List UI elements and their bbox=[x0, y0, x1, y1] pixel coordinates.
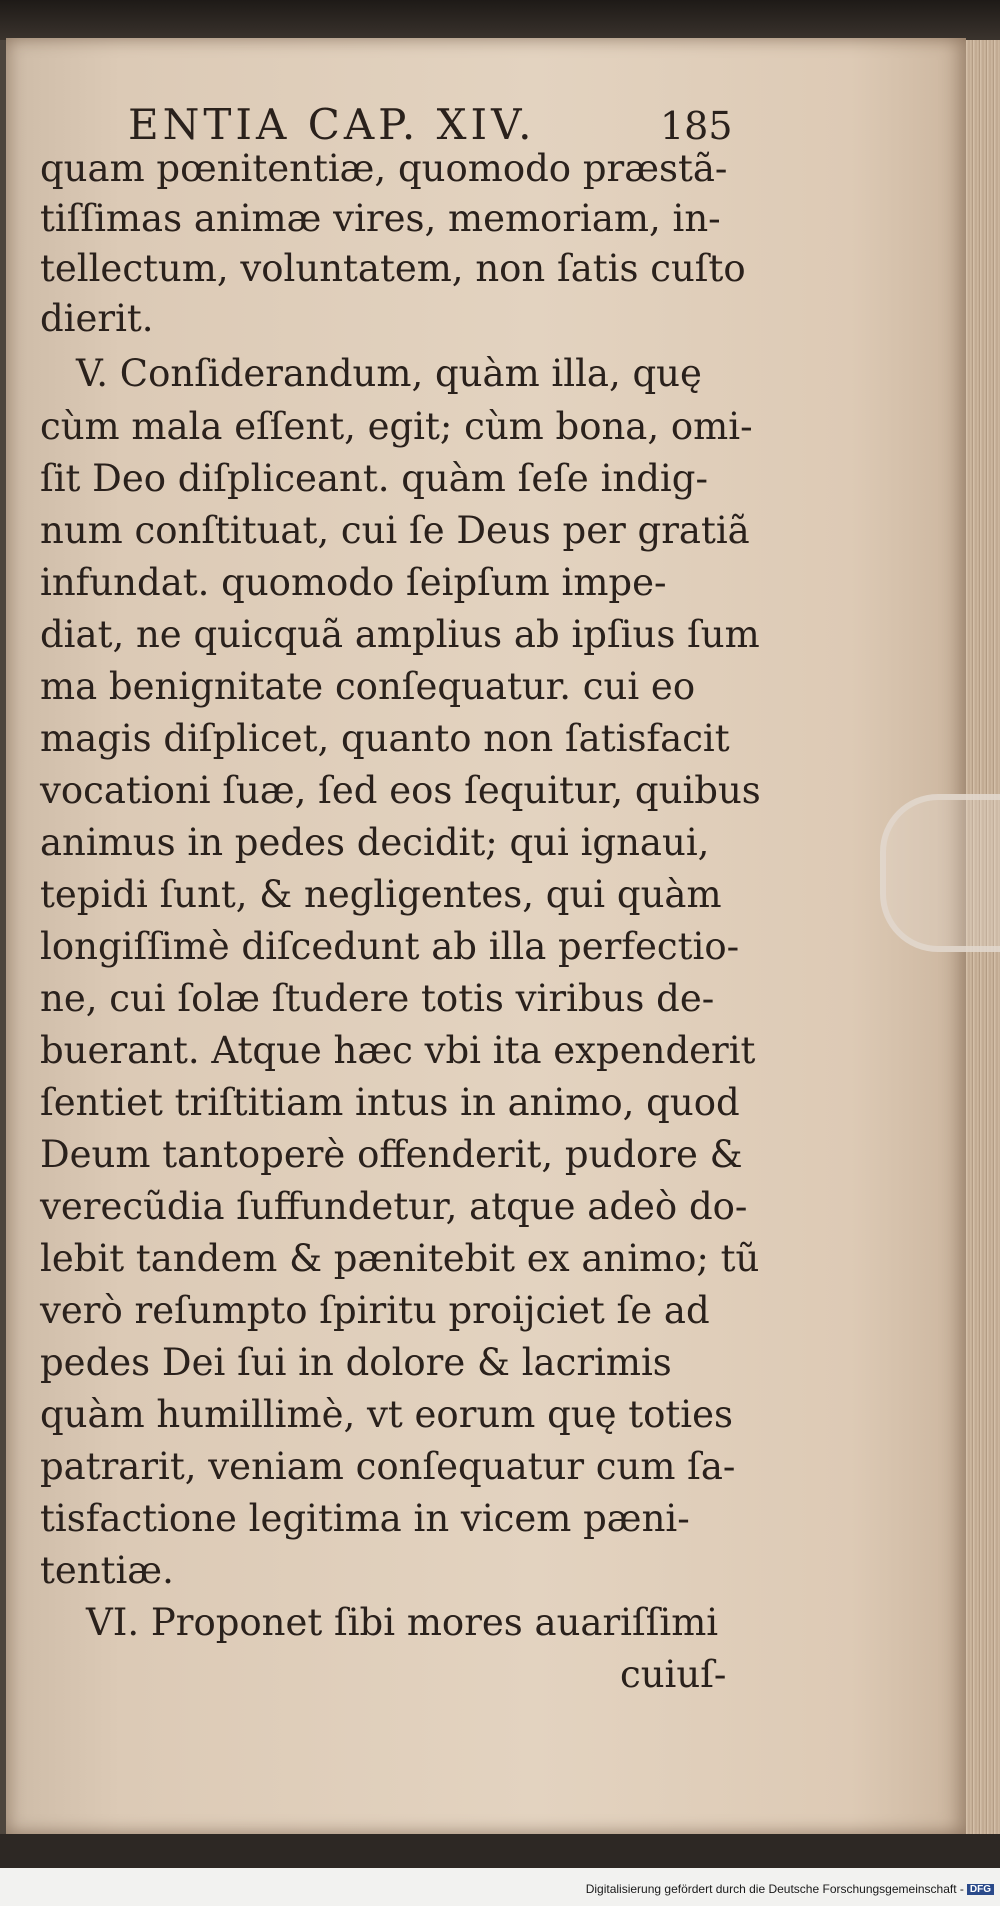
page-number: 185 bbox=[660, 104, 733, 148]
text-line: verecũdia ſuffundetur, atque adeò do- bbox=[40, 1185, 748, 1228]
text-line: magis diſplicet, quanto non ſatisfacit bbox=[40, 717, 730, 760]
text-line: diat, ne quicquã amplius ab ipſius ſum bbox=[40, 613, 760, 656]
text-line: tiſſimas animæ vires, memoriam, in- bbox=[40, 197, 721, 240]
text-line: lebit tandem & pænitebit ex animo; tũ bbox=[40, 1237, 760, 1280]
text-line: vocationi ſuæ, ſed eos ſequitur, quibus bbox=[40, 769, 761, 812]
text-line: patrarit, veniam conſequatur cum ſa- bbox=[40, 1445, 736, 1488]
digitization-credit bbox=[586, 1882, 994, 1896]
credit-text: Digitalisierung gefördert durch die Deutsche Forschungsgemeinschaft - bbox=[585, 1882, 964, 1896]
text-line: tisfactione legitima in vicem pæni- bbox=[40, 1497, 690, 1540]
text-line: tellectum, voluntatem, non ſatis cuſto bbox=[40, 247, 746, 290]
text-line: ſit Deo diſpliceant. quàm ſeſe indig- bbox=[40, 457, 708, 500]
text-line: animus in pedes decidit; qui ignaui, bbox=[40, 821, 710, 864]
text-line: num conſtituat, cui ſe Deus per gratiã bbox=[40, 509, 750, 552]
page-clip bbox=[880, 794, 1000, 952]
text-line: tepidi ſunt, & negligentes, qui quàm bbox=[40, 873, 722, 916]
text-line: dierit. bbox=[40, 297, 154, 340]
text-line: V. Conſiderandum, quàm illa, quę bbox=[76, 352, 702, 395]
text-line: Deum tantoperè offenderit, pudore & bbox=[40, 1133, 743, 1176]
text-line: tentiæ. bbox=[40, 1549, 174, 1592]
catchword: cuiuſ- bbox=[620, 1653, 727, 1696]
text-line: quàm humillimè, vt eorum quę toties bbox=[40, 1393, 733, 1436]
text-line: VI. Proponet ſibi mores auariſſimi bbox=[86, 1601, 719, 1644]
text-line: quam pœnitentiæ, quomodo præstã- bbox=[40, 147, 728, 190]
text-line: verò reſumpto ſpiritu proijciet ſe ad bbox=[40, 1289, 710, 1332]
text-line: ſentiet triſtitiam intus in animo, quod bbox=[40, 1081, 740, 1124]
top-shadow bbox=[0, 0, 1000, 40]
dfg-logo: DFG bbox=[967, 1884, 994, 1895]
text-line: longiſſimè diſcedunt ab illa perfectio- bbox=[40, 925, 740, 968]
running-title: ENTIA CAP. XIV. bbox=[128, 100, 536, 149]
text-line: infundat. quomodo ſeipſum impe- bbox=[40, 561, 667, 604]
text-line: ne, cui ſolæ ſtudere totis viribus de- bbox=[40, 977, 715, 1020]
text-line: ma benignitate conſequatur. cui eo bbox=[40, 665, 696, 708]
text-line: pedes Dei ſui in dolore & lacrimis bbox=[40, 1341, 672, 1384]
text-line: cùm mala eſſent, egit; cùm bona, omi- bbox=[40, 405, 753, 448]
text-line: buerant. Atque hæc vbi ita expenderit bbox=[40, 1029, 756, 1072]
